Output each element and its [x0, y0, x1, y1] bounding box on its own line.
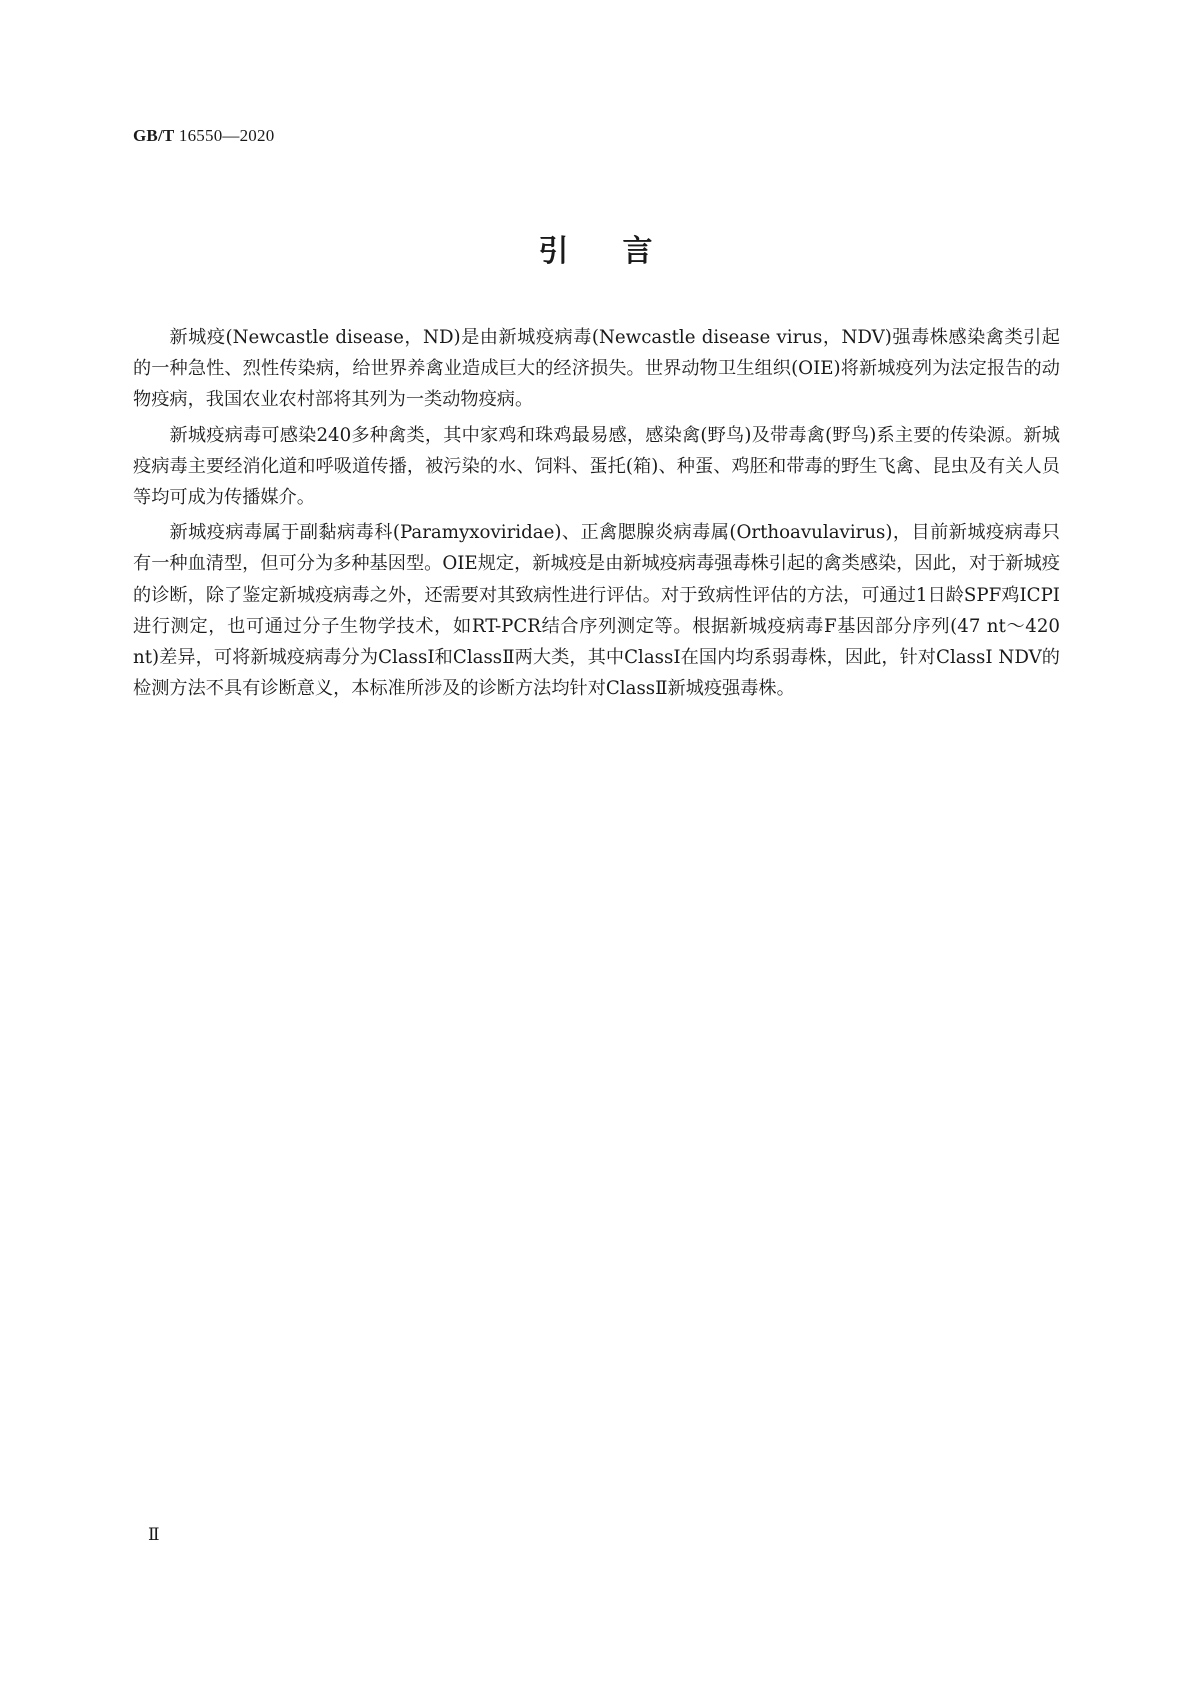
paragraph: 新城疫病毒属于副黏病毒科(Paramyxoviridae)、正禽腮腺炎病毒属(Orthoavulavirus)，目前新城疫病毒只有一种血清型，但可分为多种基因型。OIE规定，新城疫是由新城疫病毒强毒株引起的禽类感染，因此，对于新城疫的诊断，除了鉴定新城疫病毒之外，还需要对其致病性进行评估。对于致病性评估的方法，可通过1日龄SPF鸡ICPI进行测定，也可通过分子生物学技术，如RT-PCR结合序列测定等。根据新城疫病毒F基因部分序列(47 nt～420 nt)差异，可将新城疫病毒分为ClassⅠ和ClassⅡ两大类，其中ClassⅠ在国内均系弱毒株，因此，针对ClassⅠ NDV的检测方法不具有诊断意义，本标准所涉及的诊断方法均针对ClassⅡ新城疫强毒株。: [133, 522, 1060, 700]
body-text: [133, 322, 1060, 708]
standard-number: 16550—2020: [178, 126, 275, 145]
paragraph: 新城疫病毒可感染240多种禽类，其中家鸡和珠鸡最易感，感染禽(野鸟)及带毒禽(野鸟)系主要的传染源。新城疫病毒主要经消化道和呼吸道传播，被污染的水、饲料、蛋托(箱)、种蛋、鸡胚和带毒的野生飞禽、昆虫及有关人员等均可成为传播媒介。: [133, 424, 1060, 509]
paragraph: 新城疫(Newcastle disease，ND)是由新城疫病毒(Newcastle disease virus，NDV)强毒株感染禽类引起的一种急性、烈性传染病，给世界养禽业造成巨大的经济损失。世界动物卫生组织(OIE)将新城疫列为法定报告的动物疫病，我国农业农村部将其列为一类动物疫病。: [133, 327, 1060, 411]
section-title: 引言: [538, 234, 707, 269]
page-number: Ⅱ: [148, 1525, 160, 1545]
standard-code: [133, 126, 274, 146]
standard-prefix: GB/T: [133, 126, 175, 145]
